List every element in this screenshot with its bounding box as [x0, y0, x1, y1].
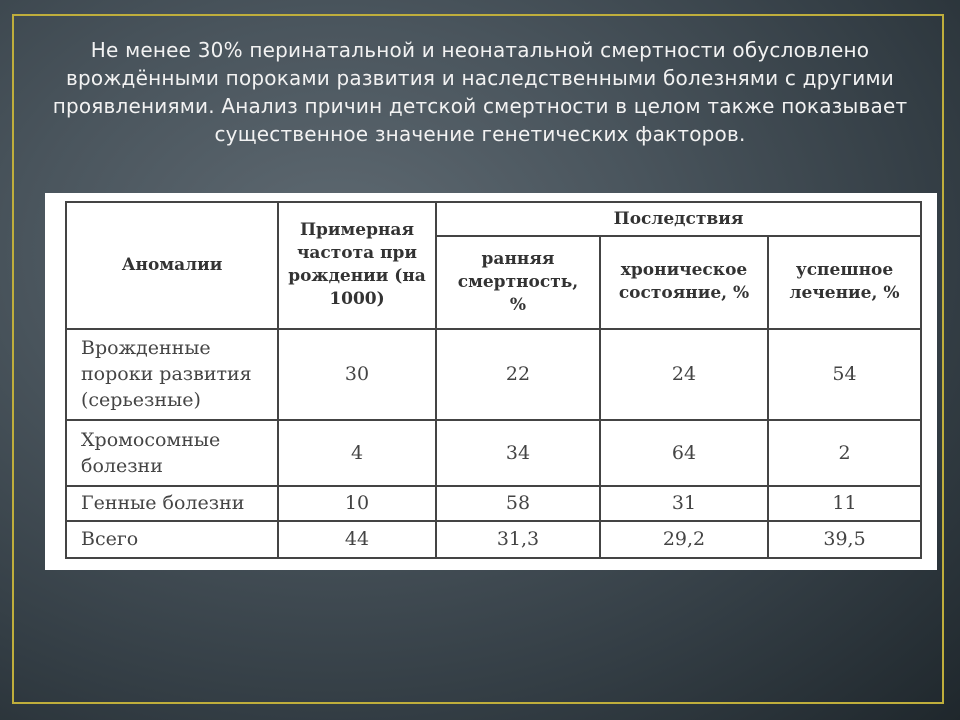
cell-successful-treatment: 54: [768, 329, 921, 420]
table-image: [45, 193, 937, 570]
subheader-chronic-condition: хроническое состояние, %: [600, 236, 768, 329]
row-label: Всего: [66, 521, 278, 558]
cell-successful-treatment: 39,5: [768, 521, 921, 558]
table-row: [66, 329, 921, 420]
table-row: [66, 486, 921, 521]
cell-early-mortality: 31,3: [436, 521, 600, 558]
cell-frequency: 44: [278, 521, 436, 558]
row-label: Генные болезни: [66, 486, 278, 521]
header-anomalies: Аномалии: [66, 202, 278, 329]
table-row: [66, 420, 921, 486]
header-consequences: Последствия: [436, 202, 921, 236]
cell-successful-treatment: 11: [768, 486, 921, 521]
row-label: Хромосомные болезни: [66, 420, 278, 486]
cell-chronic-condition: 29,2: [600, 521, 768, 558]
header-frequency: Примерная частота при рождении (на 1000): [278, 202, 436, 329]
table-row: [66, 521, 921, 558]
cell-frequency: 10: [278, 486, 436, 521]
subheader-successful-treatment: успешное лечение, %: [768, 236, 921, 329]
intro-paragraph: Не менее 30% перинатальной и неонатальной смертности обусловлено врождёнными пороками развития и наследственными болезнями с другими проявлениями. Анализ причин детской смертности в целом также показывает существенное значение генетических факторов.: [52, 38, 908, 146]
subheader-early-mortality: ранняя смертность, %: [436, 236, 600, 329]
cell-early-mortality: 58: [436, 486, 600, 521]
cell-early-mortality: 22: [436, 329, 600, 420]
mortality-table: [65, 201, 922, 559]
cell-chronic-condition: 31: [600, 486, 768, 521]
cell-chronic-condition: 24: [600, 329, 768, 420]
cell-chronic-condition: 64: [600, 420, 768, 486]
cell-successful-treatment: 2: [768, 420, 921, 486]
cell-frequency: 30: [278, 329, 436, 420]
row-label: Врожденные пороки развития (серьезные): [66, 329, 278, 420]
cell-early-mortality: 34: [436, 420, 600, 486]
cell-frequency: 4: [278, 420, 436, 486]
